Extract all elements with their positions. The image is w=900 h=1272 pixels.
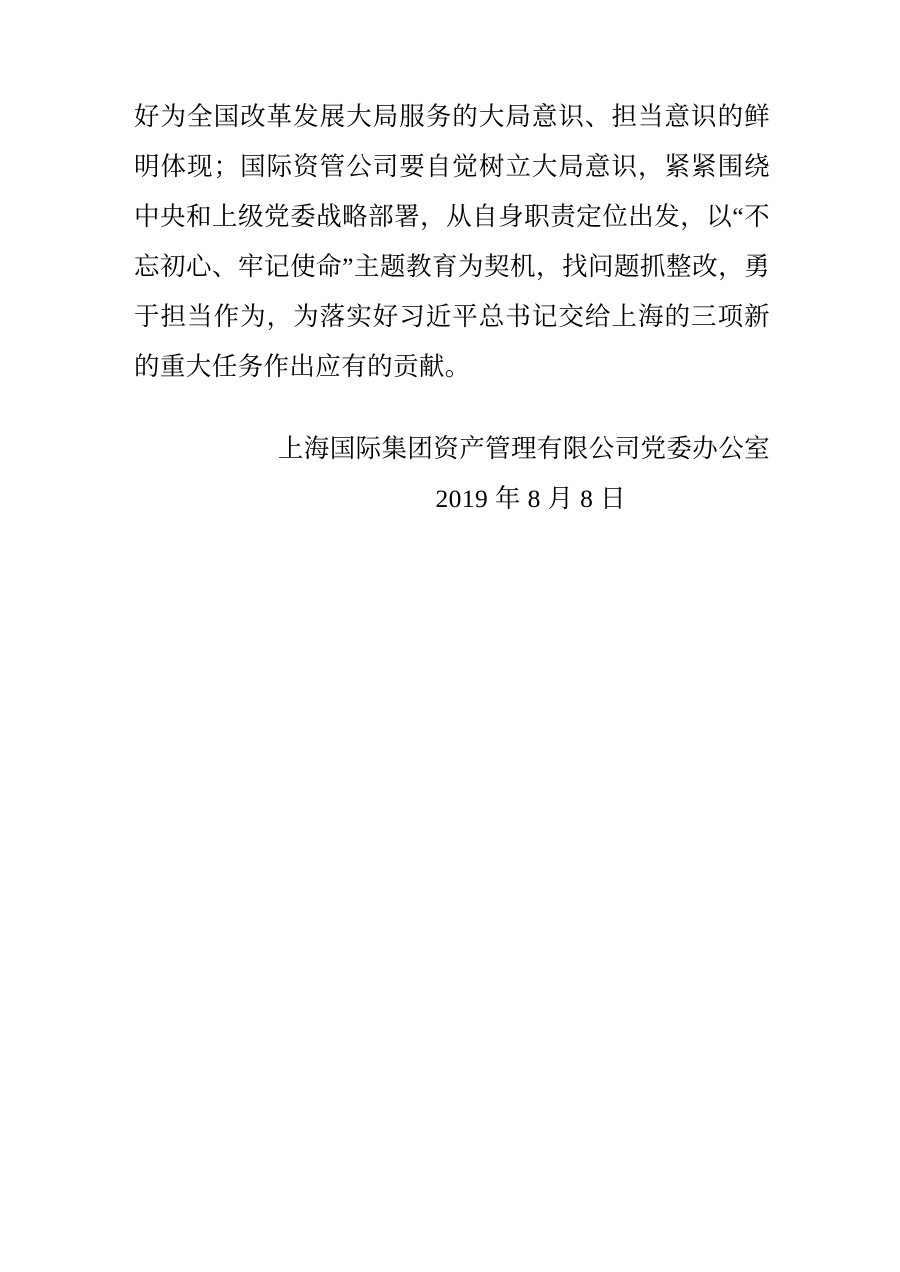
body-paragraph: 好为全国改革发展大局服务的大局意识、担当意识的鲜明体现；国际资管公司要自觉树立大局意识，紧紧围绕中央和上级党委战略部署，从自身职责定位出发，以“不忘初心、牢记使命”主题教育为契机，找问题抓整改，勇于担当作为，为落实好习近平总书记交给上海的三项新的重大任务作出应有的贡献。 bbox=[134, 102, 770, 381]
signature-block bbox=[134, 424, 770, 524]
signature-date: 2019 年 8 月 8 日 bbox=[435, 484, 626, 513]
signature-organization: 上海国际集团资产管理有限公司党委办公室 bbox=[277, 434, 770, 463]
document-body bbox=[134, 92, 770, 392]
